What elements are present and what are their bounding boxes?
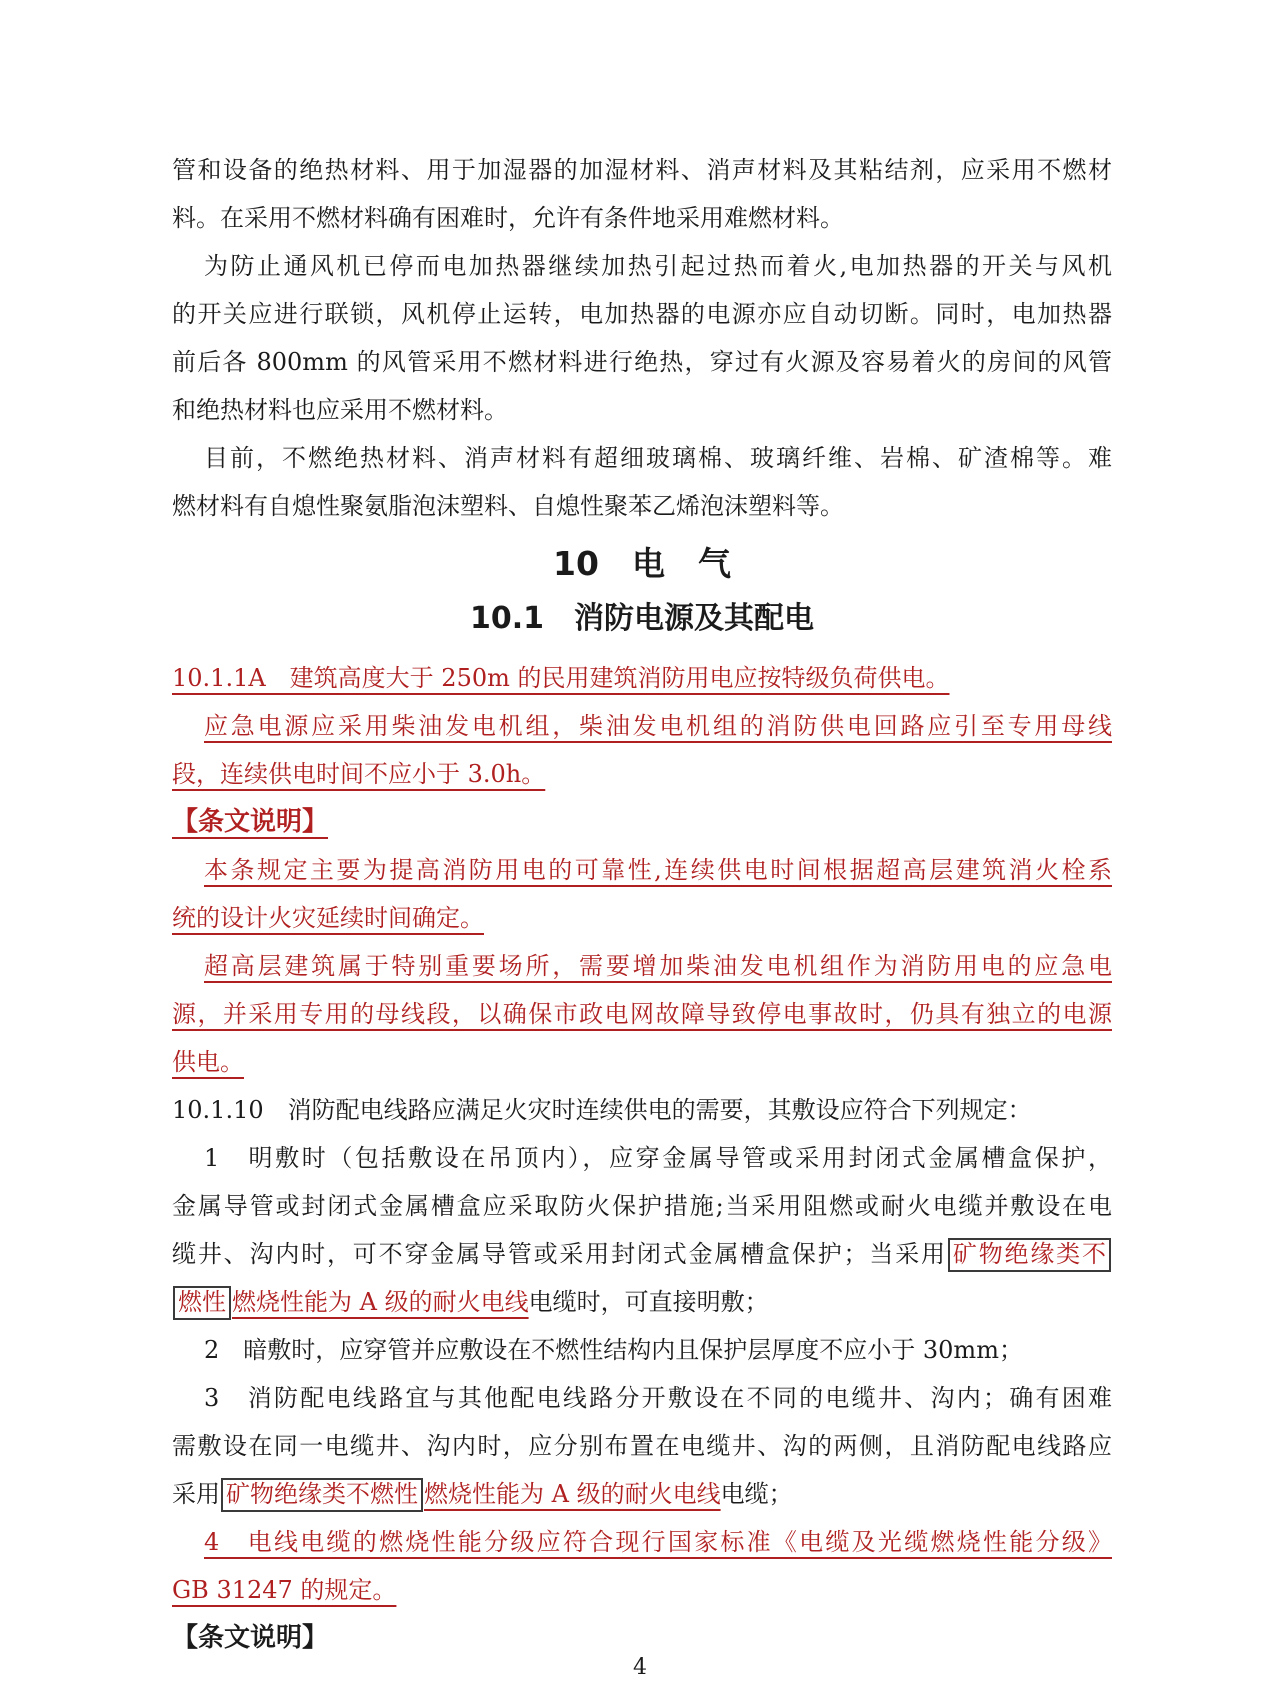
text-segment: 为防止通风机已停而电加热器继续加热引起过热而着火,电加热器的开关与风机: [204, 252, 1112, 280]
text-segment: 统的设计火灾延续时间确定。: [172, 904, 484, 932]
text-line: [172, 1182, 1112, 1230]
text-line: [172, 1422, 1112, 1470]
boxed-revision-text: 燃性: [173, 1286, 231, 1320]
text-line: [172, 194, 1112, 242]
text-segment: 3 消防配电线路宜与其他配电线路分开敷设在不同的电缆井、沟内；确有困难: [204, 1384, 1112, 1412]
text-line: [172, 1374, 1112, 1422]
text-segment: 燃材料有自熄性聚氨脂泡沫塑料、自熄性聚苯乙烯泡沫塑料等。: [172, 492, 844, 520]
text-segment: 燃烧性能为 A 级的耐火电线: [424, 1480, 721, 1508]
text-line: [172, 1566, 1112, 1614]
text-line: [172, 338, 1112, 386]
text-segment: 10 电 气: [553, 544, 731, 583]
text-line: [172, 942, 1112, 990]
text-segment: 段，连续供电时间不应小于 3.0h。: [172, 760, 546, 788]
text-segment: 缆井、沟内时，可不穿金属导管或采用封闭式金属槽盒保护；当采用: [172, 1240, 947, 1268]
text-line: [172, 482, 1112, 530]
text-segment: 应急电源应采用柴油发电机组，柴油发电机组的消防供电回路应引至专用母线: [204, 712, 1112, 740]
text-segment: 目前，不燃绝热材料、消声材料有超细玻璃棉、玻璃纤维、岩棉、矿渣棉等。难: [204, 444, 1112, 472]
text-segment: 10.1.10 消防配电线路应满足火灾时连续供电的需要，其敷设应符合下列规定：: [172, 1096, 1032, 1124]
text-line: [172, 702, 1112, 750]
text-line: [172, 1326, 1112, 1374]
text-line: [172, 1134, 1112, 1182]
section-heading: [172, 592, 1112, 646]
text-segment: 10.1.1A 建筑高度大于 250m 的民用建筑消防用电应按特级负荷供电。: [172, 664, 950, 692]
page-number: 4: [633, 1655, 647, 1680]
chapter-heading: [172, 536, 1112, 592]
text-segment: 源，并采用专用的母线段，以确保市政电网故障导致停电事故时，仍具有独立的电源: [172, 1000, 1112, 1028]
text-segment: 电缆时，可直接明敷；: [528, 1288, 769, 1316]
text-line: [172, 1470, 1112, 1518]
text-segment: 采用: [172, 1480, 220, 1508]
text-line: [172, 434, 1112, 482]
text-segment: 4 电线电缆的燃烧性能分级应符合现行国家标准《电缆及光缆燃烧性能分级》: [204, 1528, 1112, 1556]
text-segment: 电缆；: [720, 1480, 793, 1508]
text-line: [172, 990, 1112, 1038]
text-line: [172, 242, 1112, 290]
text-line: [172, 750, 1112, 798]
text-segment: 本条规定主要为提高消防用电的可靠性,连续供电时间根据超高层建筑消火栓系: [204, 856, 1112, 884]
boxed-revision-text: 矿物绝缘类不: [948, 1238, 1111, 1272]
text-line: [172, 386, 1112, 434]
text-segment: 前后各 800mm 的风管采用不燃材料进行绝热，穿过有火源及容易着火的房间的风管: [172, 348, 1112, 376]
clause-note-label: [172, 798, 1112, 846]
text-line: [172, 290, 1112, 338]
text-line: [172, 1278, 1112, 1326]
text-line: [172, 1230, 1112, 1278]
text-segment: 1 明敷时（包括敷设在吊顶内），应穿金属导管或采用封闭式金属槽盒保护，: [204, 1144, 1112, 1172]
text-segment: 需敷设在同一电缆井、沟内时，应分别布置在电缆井、沟的两侧，且消防配电线路应: [172, 1432, 1112, 1460]
text-segment: 【条文说明】: [172, 1623, 329, 1653]
text-segment: 供电。: [172, 1048, 244, 1076]
text-segment: 料。在采用不燃材料确有困难时，允许有条件地采用难燃材料。: [172, 204, 844, 232]
text-line: [172, 654, 1112, 702]
text-segment: 金属导管或封闭式金属槽盒应采取防火保护措施;当采用阻燃或耐火电缆并敷设在电: [172, 1192, 1112, 1220]
text-line: [172, 846, 1112, 894]
text-segment: 【条文说明】: [172, 807, 329, 837]
text-segment: 2 暗敷时，应穿管并应敷设在不燃性结构内且保护层厚度不应小于 30mm；: [204, 1336, 1023, 1364]
text-line: [172, 1086, 1112, 1134]
text-segment: 超高层建筑属于特别重要场所，需要增加柴油发电机组作为消防用电的应急电: [204, 952, 1112, 980]
text-segment: 管和设备的绝热材料、用于加湿器的加湿材料、消声材料及其粘结剂，应采用不燃材: [172, 156, 1112, 184]
boxed-revision-text: 矿物绝缘类不燃性: [221, 1478, 423, 1512]
text-segment: 10.1 消防电源及其配电: [469, 601, 815, 636]
text-line: [172, 1038, 1112, 1086]
text-segment: 的开关应进行联锁，风机停止运转，电加热器的电源亦应自动切断。同时，电加热器: [172, 300, 1112, 328]
text-segment: 和绝热材料也应采用不燃材料。: [172, 396, 508, 424]
text-segment: 燃烧性能为 A 级的耐火电线: [232, 1288, 529, 1316]
text-line: [172, 1518, 1112, 1566]
text-segment: GB 31247 的规定。: [172, 1576, 397, 1604]
text-line: [172, 146, 1112, 194]
document-lines: [172, 146, 1112, 1662]
text-line: [172, 894, 1112, 942]
